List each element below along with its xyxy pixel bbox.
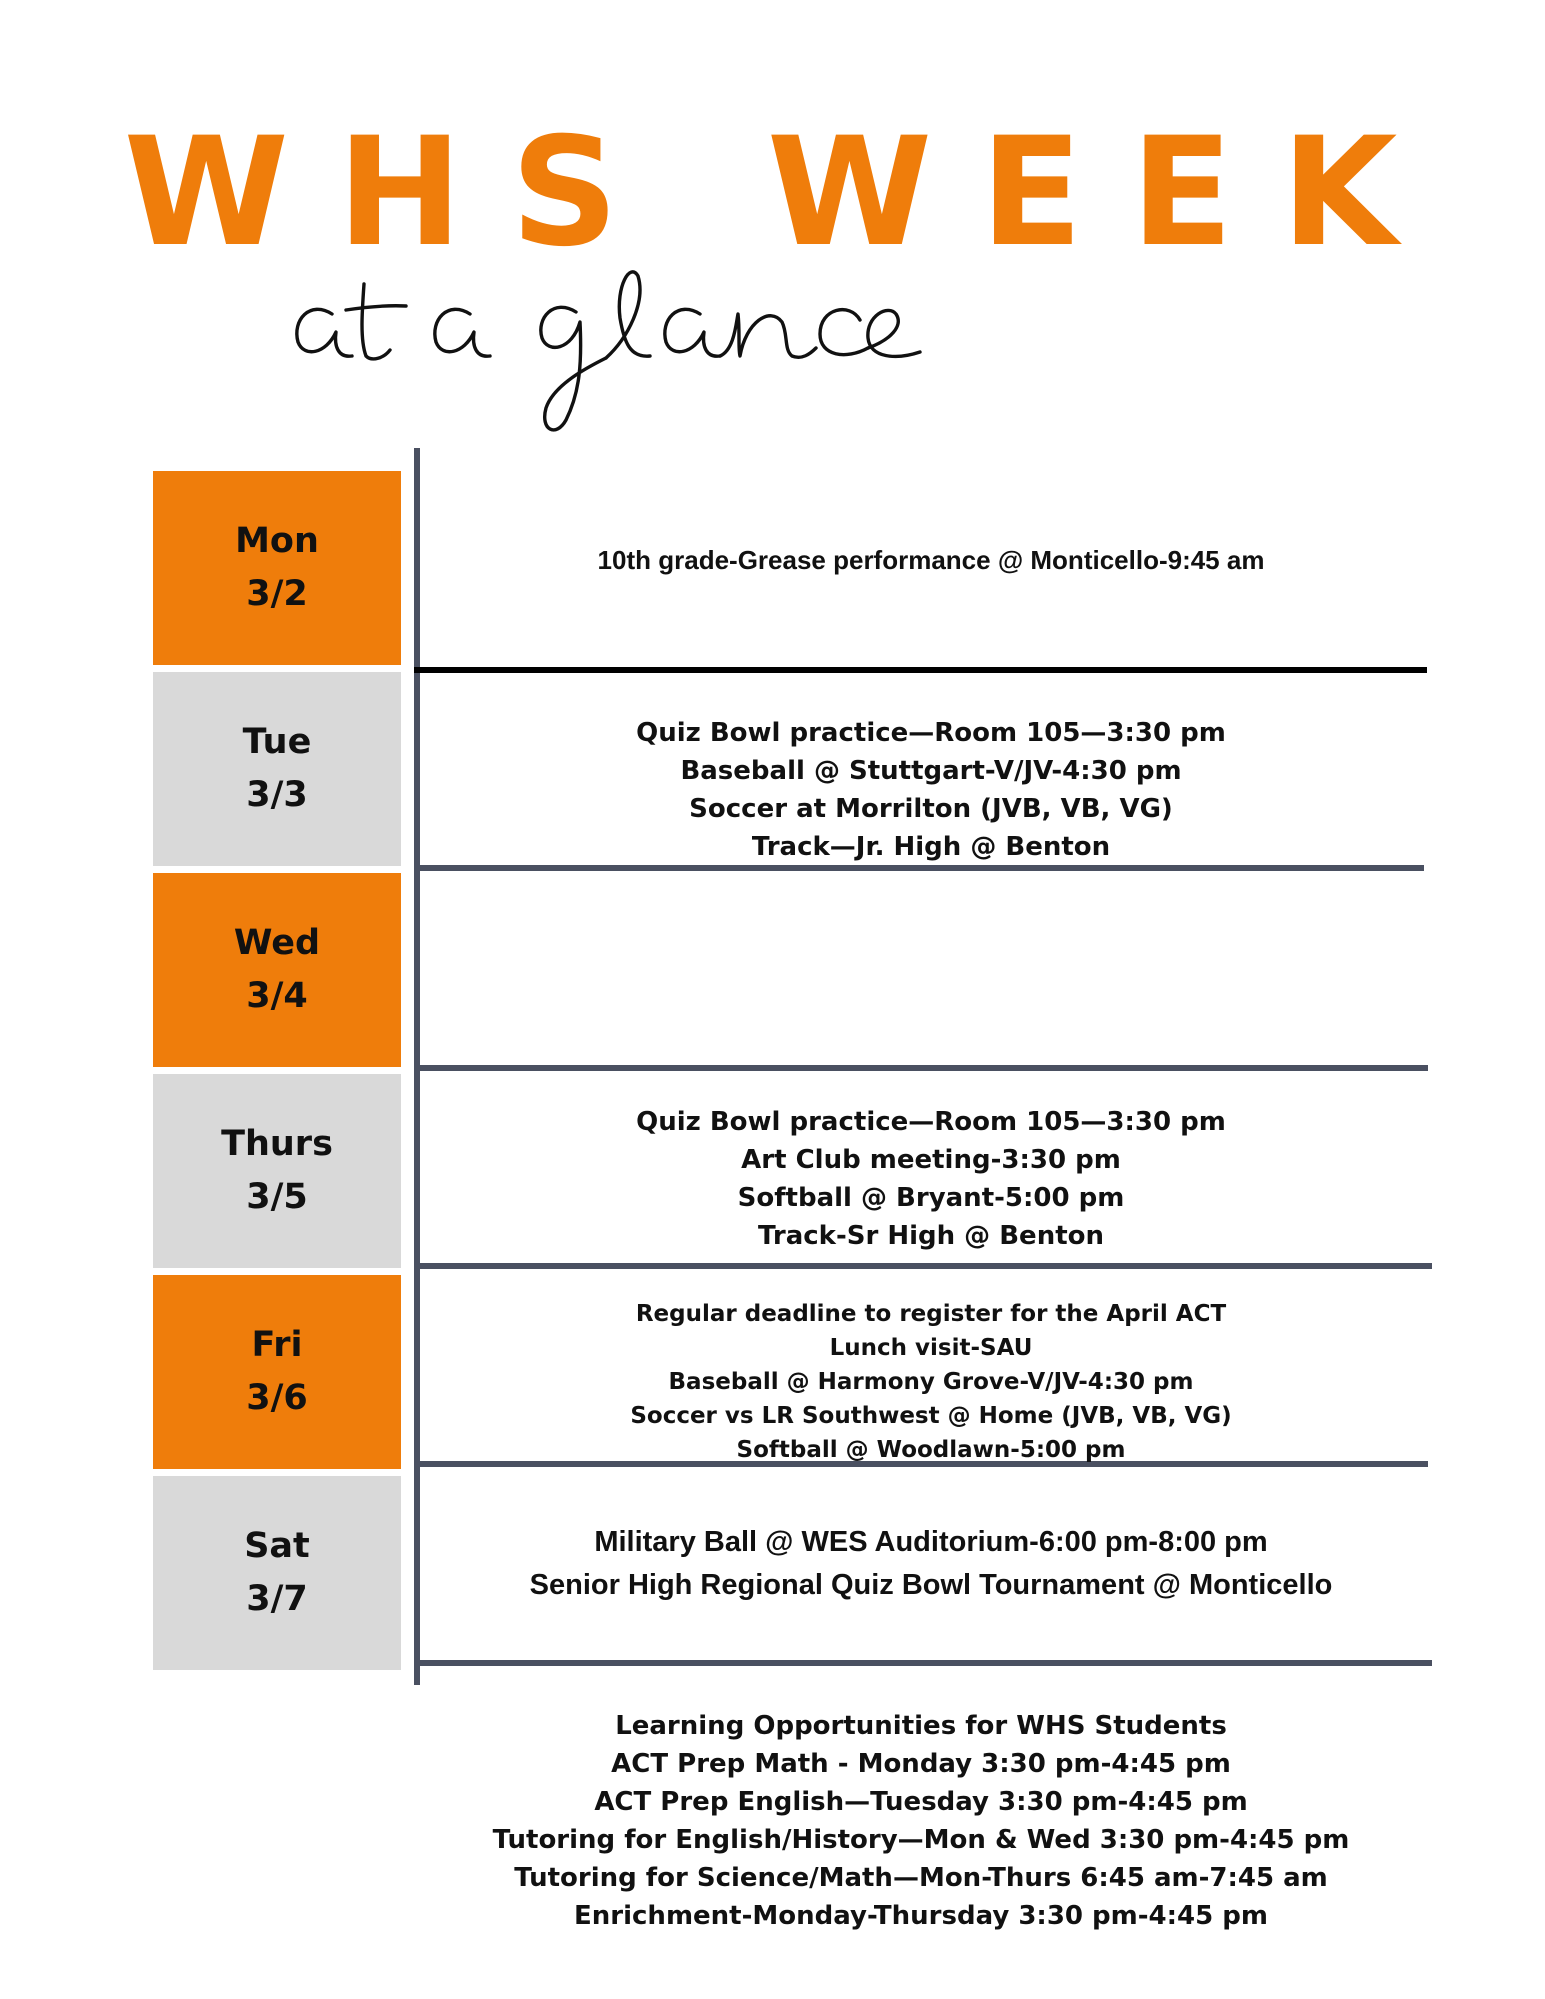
date-label: 3/5 <box>246 1177 308 1217</box>
row-divider <box>414 1263 1432 1269</box>
events-thurs <box>420 1103 1442 1255</box>
events-tue <box>420 714 1442 866</box>
learning-item: Tutoring for English/History—Mon & Wed 3:30 pm-4:45 pm <box>492 1825 1350 1855</box>
date-label: 3/4 <box>246 976 308 1016</box>
date-label: 3/7 <box>246 1579 308 1619</box>
event-item: Baseball @ Stuttgart-V/JV-4:30 pm <box>680 756 1182 786</box>
day-box-thurs <box>153 1074 401 1268</box>
event-item: Military Ball @ WES Auditorium-6:00 pm-8:00 pm <box>594 1526 1268 1558</box>
subtitle-script <box>290 262 1250 442</box>
event-item: Quiz Bowl practice—Room 105—3:30 pm <box>636 1107 1226 1137</box>
event-item: Soccer at Morrilton (JVB, VB, VG) <box>689 794 1173 824</box>
row-divider <box>414 1065 1428 1071</box>
event-item: Softball @ Bryant-5:00 pm <box>737 1183 1125 1213</box>
day-label: Fri <box>251 1325 303 1365</box>
day-label: Thurs <box>221 1124 333 1164</box>
date-label: 3/6 <box>246 1378 308 1418</box>
event-item: Quiz Bowl practice—Room 105—3:30 pm <box>636 718 1226 748</box>
events-sat <box>420 1521 1442 1607</box>
page-title: WHS WEEK <box>123 106 1446 280</box>
events-mon <box>420 540 1442 580</box>
event-item: Track—Jr. High @ Benton <box>751 832 1111 862</box>
date-label: 3/3 <box>246 775 308 815</box>
events-fri <box>420 1297 1442 1467</box>
learning-opportunities <box>420 1707 1422 1935</box>
event-item: Soccer vs LR Southwest @ Home (JVB, VB, VG) <box>630 1403 1232 1429</box>
day-box-fri <box>153 1275 401 1469</box>
learning-item: Tutoring for Science/Math—Mon-Thurs 6:45 am-7:45 am <box>514 1863 1328 1893</box>
event-item: 10th grade-Grease performance @ Monticello-9:45 am <box>597 545 1265 575</box>
date-label: 3/2 <box>246 574 308 614</box>
day-box-mon <box>153 471 401 665</box>
day-label: Mon <box>235 521 319 561</box>
row-divider <box>414 1660 1432 1666</box>
day-label: Tue <box>242 722 312 762</box>
row-divider <box>414 667 1427 673</box>
event-item: Art Club meeting-3:30 pm <box>741 1145 1121 1175</box>
learning-item: ACT Prep English—Tuesday 3:30 pm-4:45 pm <box>594 1787 1248 1817</box>
event-item: Senior High Regional Quiz Bowl Tournament @ Monticello <box>529 1569 1333 1601</box>
learning-item: ACT Prep Math - Monday 3:30 pm-4:45 pm <box>611 1749 1231 1779</box>
day-box-tue <box>153 672 401 866</box>
event-item: Regular deadline to register for the April ACT <box>635 1301 1227 1327</box>
event-item: Baseball @ Harmony Grove-V/JV-4:30 pm <box>668 1369 1194 1395</box>
learning-item: Enrichment-Monday-Thursday 3:30 pm-4:45 pm <box>574 1901 1268 1931</box>
learning-heading: Learning Opportunities for WHS Students <box>615 1711 1227 1741</box>
day-box-sat <box>153 1476 401 1670</box>
day-box-wed <box>153 873 401 1067</box>
event-item: Track-Sr High @ Benton <box>758 1221 1104 1251</box>
day-label: Wed <box>233 923 321 963</box>
event-item: Lunch visit-SAU <box>829 1335 1033 1361</box>
event-item: Softball @ Woodlawn-5:00 pm <box>736 1437 1126 1463</box>
day-label: Sat <box>244 1526 310 1566</box>
